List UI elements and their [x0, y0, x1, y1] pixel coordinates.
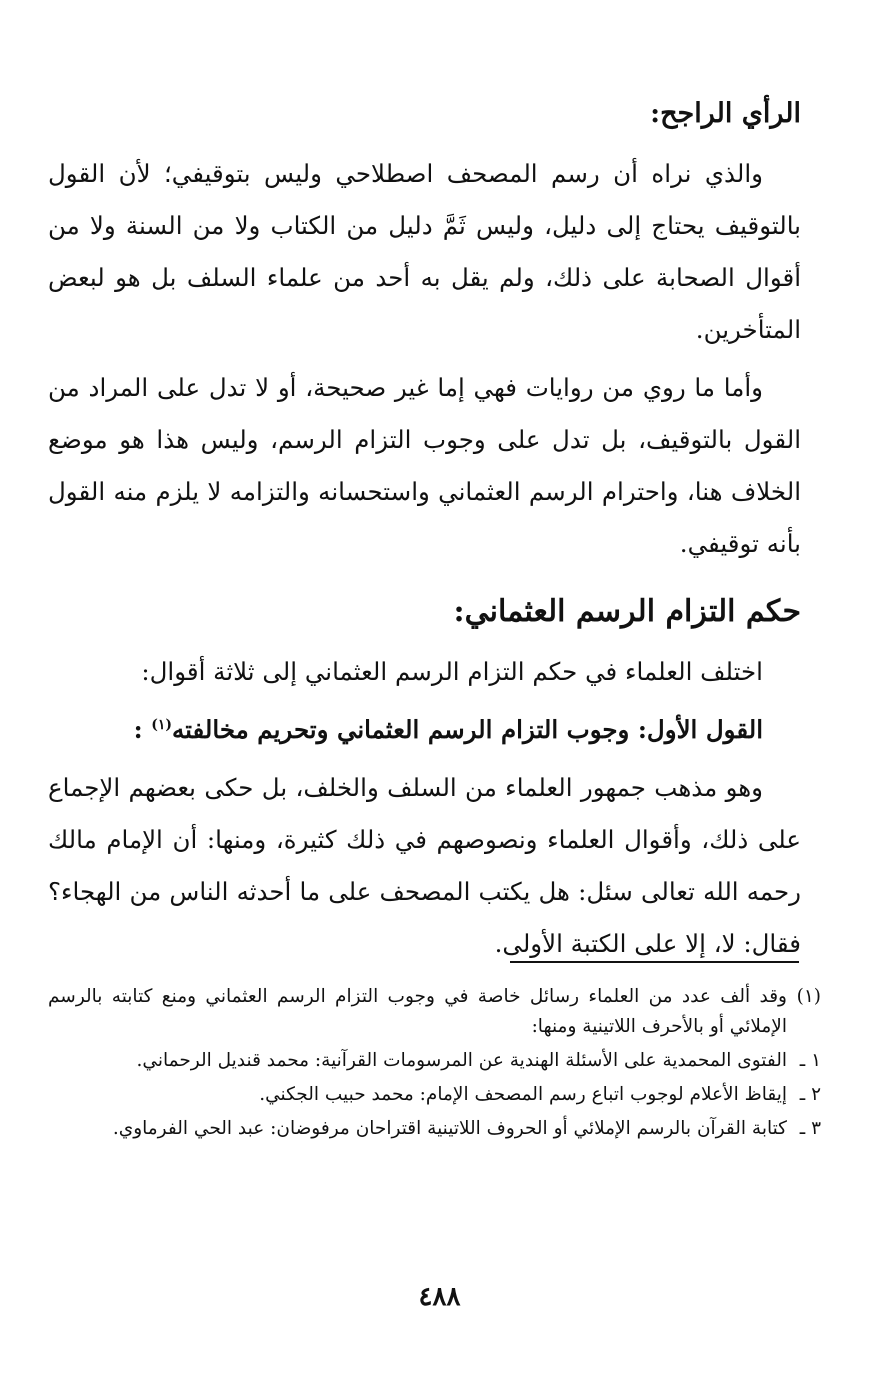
section-heading-preferred-view: الرأي الراجح:	[650, 98, 801, 129]
page-number: ٤٨٨	[418, 1282, 461, 1312]
first-opinion-label: القول الأول: وجوب التزام الرسم العثماني وتحريم مخالفته	[171, 715, 763, 744]
first-opinion-colon: :	[133, 715, 143, 744]
first-opinion-heading	[48, 704, 801, 756]
footnote-divider	[510, 961, 799, 963]
body-paragraph-3: وهو مذهب جمهور العلماء من السلف والخلف، بل حكى بعضهم الإجماع على ذلك، وأقوال العلماء ونصوصهم في ذلك كثيرة، ومنها: أن الإمام مالك رحمه الله تعالى سئل: هل يكتب المصحف على ما أحدثه الناس من الهجاء؟ فقال: لا، إلا على الكتبة الأولى.	[48, 773, 801, 958]
footnote-item-text: كتابة القرآن بالرسم الإملائي أو الحروف اللاتينية اقتراحان مرفوضان: عبد الحي الفرماوي.	[112, 1118, 787, 1139]
body-paragraph-intro: اختلف العلماء في حكم التزام الرسم العثماني إلى ثلاثة أقوال:	[141, 657, 763, 686]
footnote-reference-1[interactable]: (١)	[151, 716, 172, 733]
footnote-item-number: ٢ ـ	[799, 1084, 821, 1105]
footnote-item-1	[48, 1046, 821, 1076]
footnote-number: (١)	[796, 986, 821, 1007]
footnote-1	[48, 982, 821, 1042]
footnote-item-2	[48, 1080, 821, 1110]
footnote-item-text: الفتوى المحمدية على الأسئلة الهندية عن المرسومات القرآنية: محمد قنديل الرحماني.	[136, 1050, 787, 1071]
body-paragraph-2: وأما ما روي من روايات فهي إما غير صحيحة، أو لا تدل على المراد من القول بالتوقيف، بل تدل على وجوب التزام الرسم، وليس هذا هو موضع الخلاف هنا، واحترام الرسم العثماني واستحسانه والتزامه لا يلزم منه القول بأنه توقيفي.	[48, 373, 801, 558]
footnote-text: وقد ألف عدد من العلماء رسائل خاصة في وجوب التزام الرسم العثماني ومنع كتابته بالرسم الإملائي أو بالأحرف اللاتينية ومنها:	[48, 986, 787, 1037]
footnote-item-number: ٣ ـ	[799, 1118, 821, 1139]
body-paragraph-1: والذي نراه أن رسم المصحف اصطلاحي وليس بتوقيفي؛ لأن القول بالتوقيف يحتاج إلى دليل، وليس ثَمَّ دليل من الكتاب ولا من السنة ولا من أقوال الصحابة على ذلك، ولم يقل به أحد من علماء السلف بل هو لبعض المتأخرين.	[48, 159, 801, 344]
footnotes	[48, 982, 821, 1148]
section-heading-ruling: حكم التزام الرسم العثماني:	[453, 594, 801, 629]
footnote-item-text: إيقاظ الأعلام لوجوب اتباع رسم المصحف الإمام: محمد حبيب الجكني.	[259, 1084, 787, 1105]
page-body	[48, 92, 801, 976]
footnote-item-3	[48, 1114, 821, 1144]
footnote-item-number: ١ ـ	[799, 1050, 821, 1071]
